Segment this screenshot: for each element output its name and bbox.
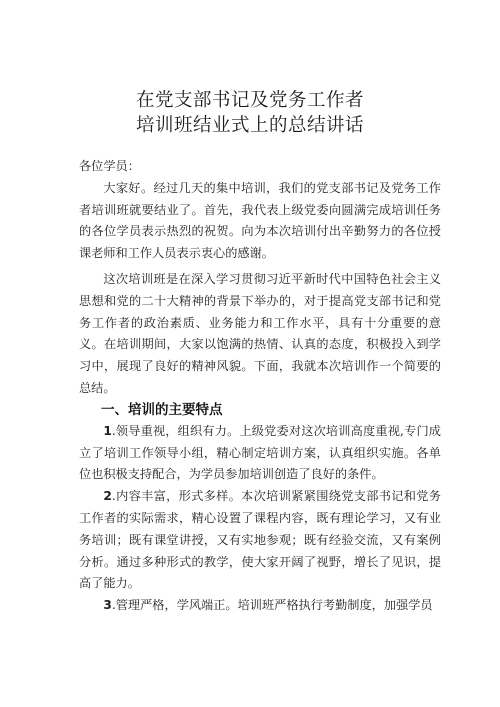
list-item-text: .管理严格，学风端正。培训班严格执行考勤制度，加强学员 (111, 598, 433, 613)
document-title-line-2: 培训班结业式上的总结讲话 (135, 115, 364, 136)
list-item-number: 1 (103, 423, 112, 438)
list-item-number: 2 (103, 489, 112, 504)
list-item-text: .内容丰富，形式多样。本次培训紧紧围绕党支部书记和党务工作者的实际需求，精心设置了课程内容，既有理论学习，又有业务培训；既有课堂讲授，又有实地参观；既有经验交流，又有案例分析。通过多种形式的教学，使大家开阔了视野，增长了见识，提高了能力。 (79, 489, 441, 591)
list-item (79, 421, 441, 486)
paragraph-background: 这次培训班是在深入学习贯彻习近平新时代中国特色社会主义思想和党的二十大精神的背景下举办的，对于提高党支部书记和党务工作者的政治素质、业务能力和工作水平，具有十分重要的意义。在培训期间，大家以饱满的热情、认真的态度，积极投入到学习中，展现了良好的精神风貌。下面，我就本次培训作一个简要的总结。 (79, 271, 441, 395)
list-item-text: .领导重视，组织有力。上级党委对这次培训高度重视,专门成立了培训工作领导小组，精心制定培训方案，认真组织实施。各单位也积极支持配合，为学员参加培训创造了良好的条件。 (79, 423, 441, 482)
list-item (79, 595, 441, 617)
document-title-line-1: 在党支部书记及党务工作者 (135, 90, 364, 111)
list-item-number: 3 (103, 598, 112, 613)
paragraph-intro: 大家好。经过几天的集中培训，我们的党支部书记及党务工作者培训班就要结业了。首先，我代表上级党委向圆满完成培训任务的各位学员表示热烈的祝贺。向为本次培训付出辛勤努力的各位授课老师和工作人员表示衷心的感谢。 (79, 180, 441, 261)
greeting: 各位学员： (79, 159, 140, 173)
section-heading-1: 一、培训的主要特点 (101, 401, 223, 418)
list-item (79, 486, 441, 595)
document-body (79, 156, 441, 617)
